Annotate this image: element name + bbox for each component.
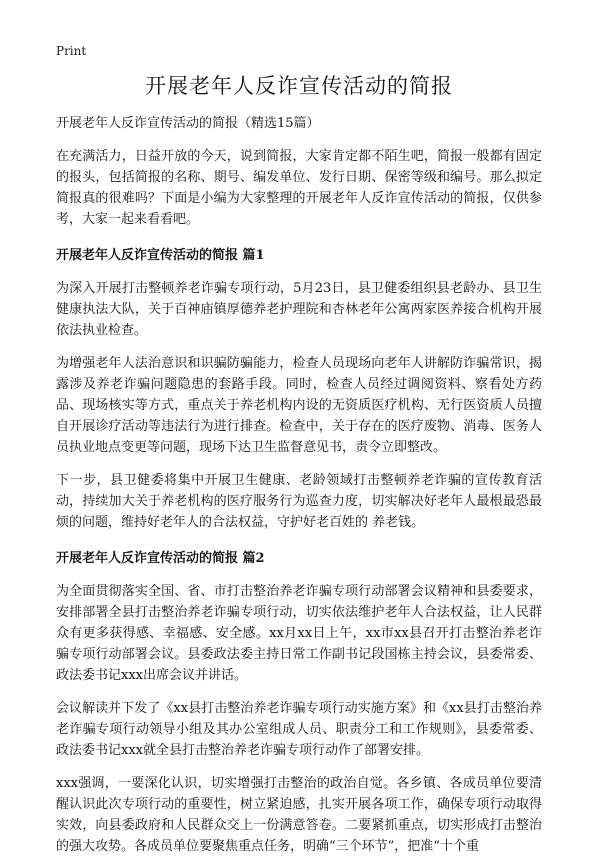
- section-2-paragraph-2: 会议解读并下发了《xx县打击整治养老诈骗专项行动实施方案》和《xx县打击整治养老诈骗专项行动领导小组及其办公室组成人员、职责分工和工作规则》，县委常委、政法委书记xxx就全县打击整治养老诈骗专项行动作了部署安排。: [56, 701, 542, 758]
- section-1-paragraph-3: 下一步，县卫健委将集中开展卫生健康、老龄领域打击整顿养老诈骗的宣传教育活动，持续加大关于养老机构的医疗服务行为巡查力度，切实解决好老年人最根最恐最烦的问题，维持好老年人的合法权益，守护好老百姓的 养老钱。: [56, 473, 542, 530]
- section-1-paragraph-1: 为深入开展打击整顿养老诈骗专项行动，5月23日，县卫健委组织县老龄办、县卫生健康执法大队，关于百神庙镇厚德养老护理院和杏林老年公寓两家医养接合机构开展依法执业检查。: [56, 281, 542, 338]
- section-heading-2: 开展老年人反诈宣传活动的简报 篇2: [56, 551, 265, 566]
- page-title: 开展老年人反诈宣传活动的简报: [145, 74, 453, 98]
- section-2-paragraph-3: xxx强调，一要深化认识，切实增强打击整治的政治自觉。各乡镇、各成员单位要清醒认识此次专项行动的重要性，树立紧迫感，扎实开展各项工作，确保专项行动取得实效，向县委政府和人民群众交上一份满意答卷。二要紧抓重点，切实形成打击整治的强大攻势。各成员单位要聚焦重点任务，明确“三个环节”，把准“十个重: [56, 776, 542, 854]
- section-1-paragraph-2: 为增强老年人法治意识和识骗防骗能力，检查人员现场向老年人讲解防诈骗常识，揭露涉及养老诈骗问题隐患的套路手段。同时，检查人员经过调阅资料、察看处方药品、现场核实等方式，重点关于养老机构内设的无资质医疗机构、无行医资质人员擅自开展诊疗活动等违法行为进行排查。检查中，关于存在的医疗废物、消毒、医务人员执业地点变更等问题，现场下达卫生监督意见书，责令立即整改。: [56, 356, 542, 455]
- document-subtitle: 开展老年人反诈宣传活动的简报（精选15篇）: [56, 116, 320, 131]
- section-heading-1: 开展老年人反诈宣传活动的简报 篇1: [56, 248, 265, 263]
- print-link[interactable]: Print: [56, 44, 87, 58]
- intro-paragraph: 在充满活力，日益开放的今天，说到简报，大家肯定都不陌生吧，简报一般都有固定的报头，包括简报的名称、期号、编发单位、发行日期、保密等级和编号。那么拟定简报真的很难吗？下面是小编为大家整理的开展老年人反诈宣传活动的简报，仅供参考，大家一起来看看吧。: [56, 149, 542, 227]
- section-2-paragraph-1: 为全面贯彻落实全国、省、市打击整治养老诈骗专项行动部署会议精神和县委要求，安排部署全县打击整治养老诈骗专项行动，切实依法维护老年人合法权益，让人民群众有更多获得感、幸福感、安全感。xx月xx日上午，xx市xx县召开打击整治养老诈骗专项行动部署会议。县委政法委主持日常工作副书记段国栋主持会议，县委常委、政法委书记xxx出席会议并讲话。: [56, 584, 542, 683]
